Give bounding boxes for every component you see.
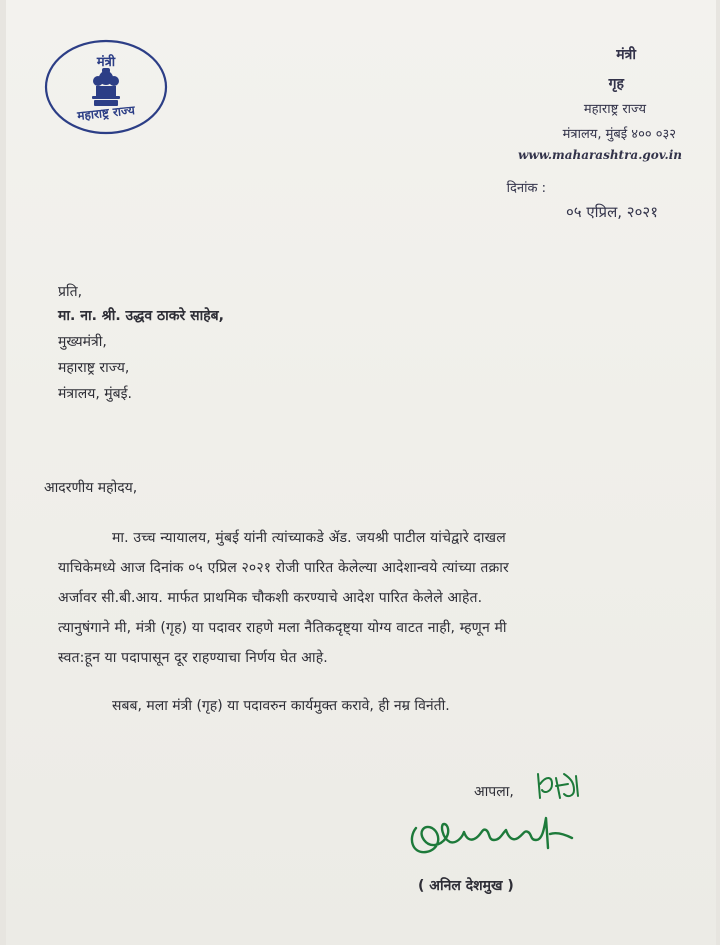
body-line: त्यानुषंगाने मी, मंत्री (गृह) या पदावर राहणे मला नैतिकदृष्ट्या योग्य वाटत नाही, म्हणून मी xyxy=(58,620,507,636)
seal-bottom-text: महाराष्ट्र राज्य xyxy=(76,103,136,123)
body-line: अर्जावर सी.बी.आय. मार्फत प्राथमिक चौकशी करण्याचे आदेश पारित केलेले आहेत. xyxy=(58,590,483,606)
letter-date: ०५ एप्रिल, २०२१ xyxy=(566,203,658,221)
letterhead-state: महाराष्ट्र राज्य xyxy=(583,102,646,117)
recipient-office: मंत्रालय, मुंबई. xyxy=(58,386,132,402)
date-label: दिनांक : xyxy=(506,181,546,196)
request-line: सबब, मला मंत्री (गृह) या पदावरुन कार्यमुक्त करावे, ही नम्र विनंती. xyxy=(112,698,450,714)
recipient-state: महाराष्ट्र राज्य, xyxy=(58,360,130,376)
signatory-name: ( अनिल देशमुख ) xyxy=(418,878,514,894)
recipient-prefix: प्रति, xyxy=(58,284,83,300)
recipient-name: मा. ना. श्री. उद्धव ठाकरे साहेब, xyxy=(58,308,224,324)
handwritten-signature xyxy=(406,808,582,870)
closing: आपला, xyxy=(474,784,514,800)
body-line: मा. उच्च न्यायालय, मुंबई यांनी त्यांच्याकडे ॲड. जयश्री पाटील यांचेद्वारे दाखल xyxy=(112,530,506,546)
salutation: आदरणीय महोदय, xyxy=(44,480,138,496)
letterhead-department: गृह xyxy=(608,76,624,92)
letterhead-address: मंत्रालय, मुंबई ४०० ०३२ xyxy=(562,127,676,142)
recipient-designation: मुख्यमंत्री, xyxy=(58,334,107,350)
initials-mark xyxy=(534,768,584,804)
body-line: याचिकेमध्ये आज दिनांक ०५ एप्रिल २०२१ रोजी पारित केलेल्या आदेशान्वये त्यांच्या तक्रार xyxy=(58,560,509,576)
letter-page xyxy=(6,0,716,945)
official-seal xyxy=(44,38,168,136)
letterhead-website: www.maharashtra.gov.in xyxy=(518,148,682,162)
seal-top-text: मंत्री xyxy=(96,55,116,70)
body-line: स्वत:हून या पदापासून दूर राहण्याचा निर्णय घेत आहे. xyxy=(58,650,328,666)
letterhead-title: मंत्री xyxy=(616,47,636,63)
